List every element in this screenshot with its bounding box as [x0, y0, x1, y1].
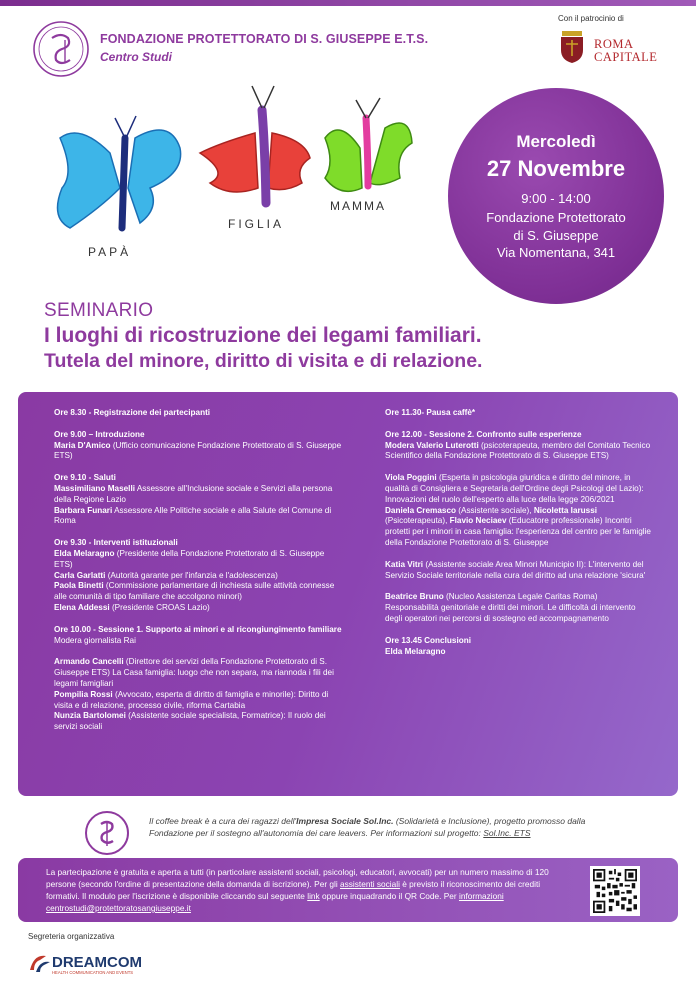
- roma-line2: CAPITALE: [594, 50, 658, 64]
- program-item: [54, 657, 344, 689]
- speaker-role: (Assistente sociale),: [456, 505, 534, 515]
- program-item: [385, 441, 653, 463]
- program-item: [385, 592, 653, 624]
- label-mamma: MAMMA: [330, 199, 386, 213]
- event-info-circle: [448, 88, 664, 304]
- roma-capitale-logo: [594, 38, 657, 64]
- program-session1-heading: Ore 10.00 - Sessione 1. Supporto ai minori e al ricongiungimento familiare: [54, 624, 342, 634]
- speaker-name: Nunzia Bartolomei: [54, 711, 126, 721]
- program-item: [385, 506, 653, 549]
- coffee-text: Il coffee break è a cura dei ragazzi dell': [149, 816, 297, 826]
- speaker-name: Elda Melaragno: [385, 646, 446, 656]
- speaker-name: Armando Cancelli: [54, 657, 124, 667]
- speaker-role: (Esperta in psicologia giuridica e diritto del minore, in qualità di Consigliera e Segretaria dell'Ordine degli Psicologi del Lazio): Innovazioni del ruolo dell'esperto alla luce della legge 206/2021: [385, 473, 644, 504]
- organizer-label: Segreteria organizzativa: [28, 932, 115, 941]
- speaker-name: Carla Garlatti: [54, 570, 106, 580]
- speaker-name: Pompilia Rossi: [54, 689, 113, 699]
- program-item: [54, 603, 344, 614]
- label-figlia: FIGLIA: [228, 217, 285, 231]
- program-item: [385, 560, 653, 582]
- info-text: La partecipazione è gratuita e aperta a tutti (in particolare assistenti sociali, psicologi, educatori, avvocati) per un numero massimo di 120 persone (secondo l'ordine di presentazione della domanda di iscrizione). Per gli: [46, 867, 549, 889]
- event-date: 27 Novembre: [486, 156, 626, 181]
- event-venue-line2: di S. Giuseppe: [513, 228, 599, 243]
- dreamcom-tagline: HEALTH COMMUNICATION AND EVENTS: [52, 970, 134, 975]
- speaker-name: Elena Addessi: [54, 602, 110, 612]
- butterflies-drawing: [40, 78, 440, 278]
- patronage-label: Con il patrocinio di: [558, 14, 624, 23]
- program-item: [54, 506, 344, 528]
- speaker-role: (Ufficio comunicazione Fondazione Protettorato di S. Giuseppe ETS): [54, 440, 342, 461]
- solinc-link[interactable]: Sol.Inc. ETS: [483, 828, 531, 838]
- speaker-role: Assessore Alle Politiche sociale e alla Salute del Comune di Roma: [54, 505, 332, 526]
- label-papa: PAPÀ: [88, 245, 132, 259]
- event-day: Mercoledì: [516, 132, 596, 151]
- speaker-role: (Assistente sociale specialista, Formatrice): Il ruolo dei servizi sociali: [54, 711, 326, 732]
- info-text: è previsto il riconoscimento dei crediti formativi. Il modulo per l'iscrizione è disponibile cliccando sul seguente: [46, 879, 541, 901]
- program-item: [54, 549, 344, 571]
- speaker-name: Beatrice Bruno: [385, 592, 444, 602]
- speaker-name: Modera Valerio Luterotti: [385, 440, 479, 450]
- email-link[interactable]: centrostudi@protettoratosangiuseppe.it: [46, 903, 191, 913]
- info-link[interactable]: informazioni: [458, 891, 504, 901]
- speaker-role: (Nucleo Assistenza Legale Caritas Roma) Responsabilità genitoriale e diritti dei minori. Le difficoltà di intervento degli operatori nei percorsi di sostegno ed accompagnamento: [385, 592, 636, 623]
- dreamcom-logo: [28, 950, 188, 976]
- solinc-logo: [84, 810, 130, 856]
- program-item: [54, 571, 344, 582]
- speaker-name: Viola Poggini: [385, 473, 437, 483]
- program-column-left: [54, 408, 344, 733]
- speaker-role: (Direttore dei servizi della Fondazione Protettorato di S. Giuseppe ETS) La Casa famiglia: luogo che non separa, ma riannoda i fili dei legami famigliari: [54, 657, 334, 688]
- top-accent-bar: [0, 0, 696, 6]
- program-item: [385, 473, 653, 505]
- program-institutional-heading: Ore 9.30 - Interventi istituzionali: [54, 538, 178, 548]
- program-session2-heading: Ore 12.00 - Sessione 2. Confronto sulle esperienze: [385, 429, 582, 439]
- roma-line1: ROMA: [594, 37, 634, 51]
- seminar-subtitle: Tutela del minore, diritto di visita e di relazione.: [44, 350, 483, 372]
- speaker-role: (psicoterapeuta, membro del Comitato Tecnico Scientifico della Fondazione Protettorato di S. Giuseppe ETS): [385, 440, 651, 461]
- program-saluti-heading: Ore 9.10 - Saluti: [54, 473, 116, 483]
- info-text: oppure inquadrando il QR Code. Per: [319, 891, 459, 901]
- speaker-role: Assessore all'Inclusione sociale e Servizi alla persona della Regione Lazio: [54, 483, 333, 504]
- program-column-right: [385, 408, 653, 657]
- dreamcom-brand: DREAMCOM: [52, 954, 142, 971]
- butterfly-figlia: [200, 86, 310, 203]
- butterfly-mamma: [325, 98, 412, 191]
- speaker-role: (Assistente sociale Area Minori Municipio II): L'intervento del Servizio Sociale territoriale nella cura del diritto ad una relazione 'sicura': [385, 559, 646, 580]
- registration-info-panel: [18, 858, 678, 922]
- roma-crest-icon: [558, 30, 586, 64]
- speaker-name: Maria D'Amico: [54, 440, 111, 450]
- speaker-name: Daniela Cremasco: [385, 505, 456, 515]
- speaker-name: Flavio Neciaev: [449, 516, 507, 526]
- program-intro-heading: Ore 9.00 – Introduzione: [54, 429, 145, 439]
- speaker-role: (Presidente CROAS Lazio): [109, 602, 210, 612]
- program-item: [54, 581, 344, 603]
- speaker-role: (Commissione parlamentare di inchiesta sulle attività connesse alle comunità di tipo familiare che accolgono minori): [54, 581, 335, 602]
- butterfly-papa: [58, 116, 181, 228]
- registration-info-text: [46, 866, 566, 914]
- event-address: Via Nomentana, 341: [496, 245, 616, 260]
- registration-link[interactable]: link: [307, 891, 320, 901]
- speaker-name: Elda Melaragno: [54, 548, 115, 558]
- coffee-break-note: [149, 815, 619, 839]
- foundation-logo: [32, 20, 90, 78]
- seminar-kicker: SEMINARIO: [44, 300, 154, 321]
- speaker-name: Barbara Funari: [54, 505, 113, 515]
- speaker-role: (Avvocato, esperta di diritto di famiglia e minorile): Diritto di visita e di relazione, processo civile, riforma Cartabia: [54, 689, 329, 710]
- speaker-name: Paola Binetti: [54, 581, 104, 591]
- org-name: FONDAZIONE PROTETTORATO DI S. GIUSEPPE E.T.S.: [100, 32, 429, 46]
- program-conclusion-heading: Ore 13.45 Conclusioni: [385, 635, 471, 645]
- speaker-role: (Psicoterapeuta),: [385, 516, 450, 526]
- program-moderator: Modera giornalista Rai: [54, 635, 136, 645]
- speaker-name: Katia Vitri: [385, 559, 424, 569]
- program-item: [54, 441, 344, 463]
- program-coffee-break: Ore 11.30- Pausa caffè*: [385, 408, 476, 417]
- speaker-role: (Presidente della Fondazione Protettorato di S. Giuseppe ETS): [54, 548, 325, 569]
- event-time: 9:00 - 14:00: [521, 191, 591, 206]
- coffee-text: (Solidarietà e Inclusione), progetto promosso dalla Fondazione per il sostegno all'autonomia dei care leavers. Per informazioni sul progetto:: [149, 816, 586, 838]
- speaker-role: (Autorità garante per l'infanzia e l'adolescenza): [105, 570, 278, 580]
- speaker-role: (Educatore professionale) Incontri protetti per i minori in casa famiglia: l'esperienza del centro per le famiglie della Fondazione Protettorato di S. Giuseppe: [385, 516, 651, 547]
- coffee-brand: Impresa Sociale Sol.Inc.: [296, 816, 394, 826]
- event-venue-line1: Fondazione Protettorato: [486, 210, 626, 225]
- program-item: [54, 690, 344, 712]
- qr-code[interactable]: [590, 866, 640, 916]
- seminar-title: I luoghi di ricostruzione dei legami familiari.: [44, 324, 482, 347]
- program-item: [54, 711, 344, 733]
- speaker-name: Nicoletta Iarussi: [533, 505, 598, 515]
- program-item: [54, 484, 344, 506]
- program-registration: Ore 8.30 - Registrazione dei partecipanti: [54, 408, 211, 417]
- program-panel: [18, 392, 678, 796]
- org-subtitle: Centro Studi: [100, 50, 172, 64]
- speaker-name: Massimiliano Maselli: [54, 483, 135, 493]
- social-workers-link[interactable]: assistenti sociali: [340, 879, 400, 889]
